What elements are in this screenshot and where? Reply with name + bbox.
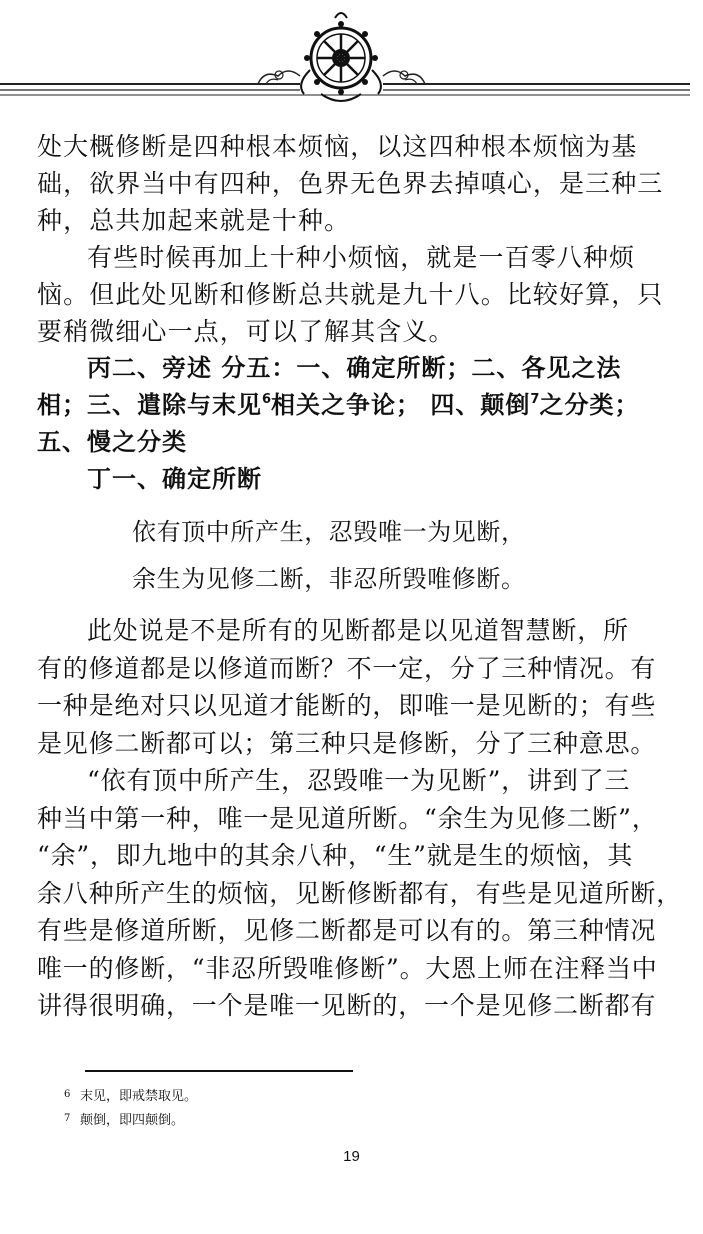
main-text-bottom	[37, 612, 683, 1025]
text-line: 处大概修断是四种根本烦恼，以这四种根本烦恼为基	[37, 132, 638, 161]
outline-line-2-part-a: 相；三、遣除与末见	[37, 391, 262, 419]
text-line: 此处说是不是所有的见断都是以见道智慧断，所	[87, 616, 629, 645]
verse-line-1: 依有顶中所产生，忍毁唯一为见断，	[132, 518, 526, 546]
paragraph-3	[37, 612, 677, 762]
footnote-ref-6: 6	[262, 392, 272, 407]
paragraph-2	[37, 239, 667, 350]
page-number: 19	[343, 1148, 360, 1165]
verse-line-2: 余生为见修二断，非忍所毁唯修断。	[132, 565, 526, 593]
text-line: 余八种所产生的烦恼，见断修断都有，有些是见道所断，	[37, 878, 683, 908]
text-line: 讲得很明确，一个是唯一见断的，一个是见修二断都有	[37, 991, 657, 1020]
main-text-top	[37, 128, 667, 498]
outline-line-2-part-b: 相关之争论； 四、颠倒	[271, 391, 531, 419]
paragraph-4	[37, 762, 683, 1025]
outline-line-1: 丙二、旁述 分五：一、确定所断；二、各见之法	[87, 354, 622, 382]
sub-heading: 丁一、确定所断	[87, 465, 262, 493]
text-line: 种当中第一种，唯一是见道所断。“余生为见修二断”，	[37, 803, 658, 833]
outline-heading	[37, 350, 667, 498]
text-line: “余”，即九地中的其余八种，“生”就是生的烦恼，其	[37, 841, 634, 870]
text-line: 有些时候再加上十种小烦恼，就是一百零八种烦	[87, 243, 636, 272]
footnote-text: 末见，即戒禁取见。	[80, 1089, 198, 1104]
dharma-wheel-icon	[0, 0, 703, 110]
footnote-ref-7: 7	[530, 392, 540, 407]
text-line: 是见修二断都可以；第三种只是修断，分了三种意思。	[37, 728, 657, 758]
outline-line-3: 五、慢之分类	[37, 428, 187, 456]
footnotes	[64, 1084, 197, 1132]
header-ornament	[0, 0, 703, 110]
text-line: 有的修道都是以修道而断？不一定，分了三种情况。有	[37, 653, 657, 683]
outline-line-2	[37, 387, 667, 424]
footnote-7	[64, 1108, 197, 1132]
text-line: 唯一的修断，“非忍所毁唯修断”。大恩上师在注释当中	[37, 953, 658, 983]
footnote-mark: 7	[64, 1113, 71, 1124]
text-line: 一种是绝对只以见道才能断的，即唯一是见断的；有些	[37, 691, 657, 720]
text-line: 种，总共加起来就是十种。	[37, 206, 351, 235]
text-line: 恼。但此处见断和修断总共就是九十八。比较好算，只	[37, 280, 664, 309]
text-line: 有些是修道所断，见修二断都是可以有的。第三种情况	[37, 916, 657, 945]
footnote-divider	[85, 1070, 353, 1072]
footnote-mark: 6	[64, 1089, 71, 1100]
text-line: “依有顶中所产生，忍毁唯一为见断”，讲到了三	[87, 766, 631, 795]
text-line: 要稍微细心一点，可以了解其含义。	[37, 317, 455, 346]
text-line: 础，欲界当中有四种，色界无色界去掉嗔心，是三种三	[37, 169, 664, 198]
footnote-text: 颠倒，即四颠倒。	[80, 1113, 185, 1128]
paragraph-1	[37, 128, 667, 239]
footnote-6	[64, 1084, 197, 1108]
outline-line-2-part-c: 之分类；	[539, 391, 640, 419]
